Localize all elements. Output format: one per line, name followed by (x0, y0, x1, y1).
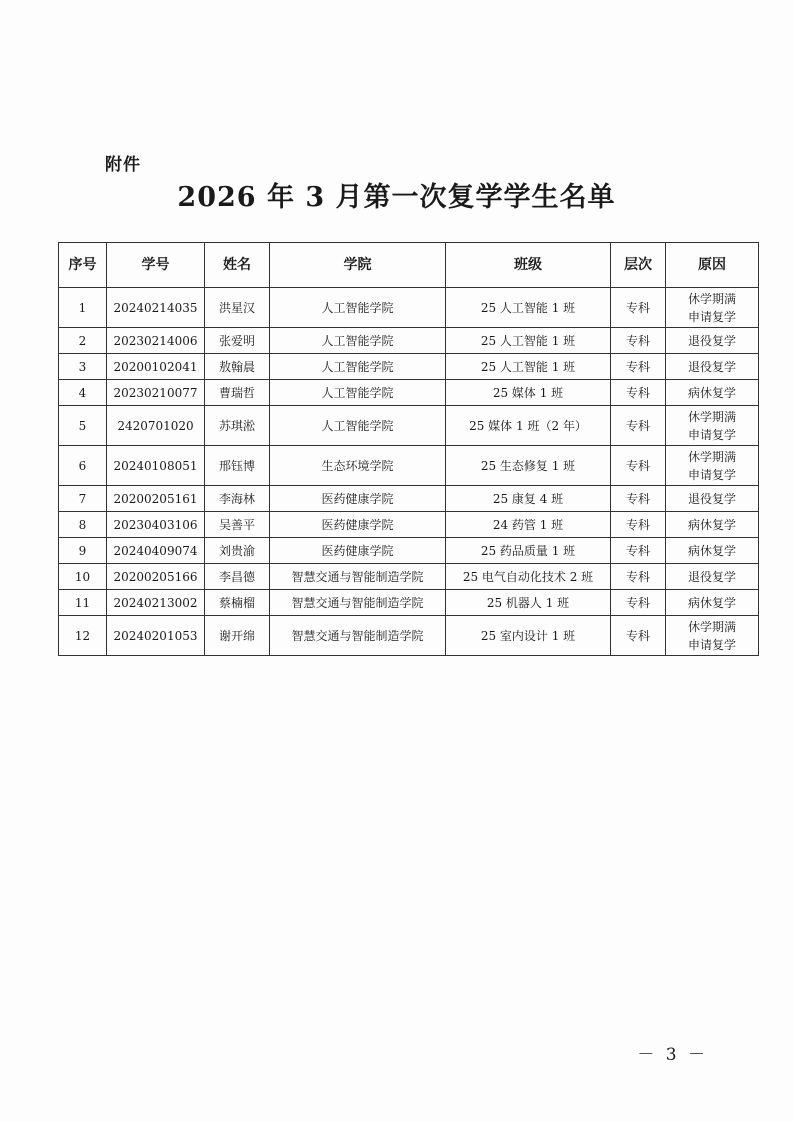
class-cell: 25 人工智能 1 班 (446, 288, 611, 328)
table-row (59, 512, 759, 538)
reason-cell (666, 486, 759, 512)
level-cell: 专科 (611, 354, 666, 380)
reason-line: 休学期满 (687, 291, 736, 306)
class-cell: 24 药管 1 班 (446, 512, 611, 538)
table-row (59, 616, 759, 656)
reason-cell (666, 354, 759, 380)
reason-cell (666, 538, 759, 564)
level-cell: 专科 (611, 564, 666, 590)
college-cell: 生态环境学院 (270, 446, 446, 486)
class-cell: 25 电气自动化技术 2 班 (446, 564, 611, 590)
student-id: 20240213002 (107, 590, 205, 616)
student-id: 20200205166 (107, 564, 205, 590)
table-row (59, 328, 759, 354)
col-header-name: 姓名 (205, 243, 270, 288)
class-cell: 25 药品质量 1 班 (446, 538, 611, 564)
page-title: 2026 年 3 月第一次复学学生名单 (177, 182, 616, 213)
student-id: 20240108051 (107, 446, 205, 486)
col-header-college: 学院 (270, 243, 446, 288)
college-cell: 人工智能学院 (270, 288, 446, 328)
college-cell: 人工智能学院 (270, 354, 446, 380)
reason-cell (666, 564, 759, 590)
class-cell: 25 媒体 1 班 (446, 380, 611, 406)
reason-line: 休学期满 (687, 449, 736, 464)
row-number: 3 (59, 354, 107, 380)
student-name: 吴善平 (205, 512, 270, 538)
reason-line: 退役复学 (687, 569, 736, 584)
level-cell: 专科 (611, 538, 666, 564)
reason-line: 病休复学 (687, 517, 736, 532)
col-header-no: 序号 (59, 243, 107, 288)
col-header-class: 班级 (446, 243, 611, 288)
class-cell: 25 机器人 1 班 (446, 590, 611, 616)
college-cell: 人工智能学院 (270, 328, 446, 354)
student-id: 20200102041 (107, 354, 205, 380)
college-cell: 人工智能学院 (270, 406, 446, 446)
reason-cell (666, 446, 759, 486)
table-row (59, 564, 759, 590)
student-roster-table (58, 242, 759, 656)
college-cell: 医药健康学院 (270, 512, 446, 538)
row-number: 5 (59, 406, 107, 446)
student-id: 20200205161 (107, 486, 205, 512)
level-cell: 专科 (611, 486, 666, 512)
student-name: 邢钰博 (205, 446, 270, 486)
row-number: 2 (59, 328, 107, 354)
col-header-reason: 原因 (666, 243, 759, 288)
college-cell: 人工智能学院 (270, 380, 446, 406)
col-header-level: 层次 (611, 243, 666, 288)
table-row (59, 590, 759, 616)
class-cell: 25 室内设计 1 班 (446, 616, 611, 656)
row-number: 7 (59, 486, 107, 512)
table-row (59, 538, 759, 564)
college-cell: 医药健康学院 (270, 538, 446, 564)
class-cell: 25 生态修复 1 班 (446, 446, 611, 486)
student-id: 2420701020 (107, 406, 205, 446)
student-name: 曹瑞哲 (205, 380, 270, 406)
reason-line: 退役复学 (687, 491, 736, 506)
page-number: － 3 － (637, 1045, 708, 1065)
row-number: 6 (59, 446, 107, 486)
student-name: 李昌德 (205, 564, 270, 590)
student-id: 20230214006 (107, 328, 205, 354)
reason-line: 申请复学 (687, 427, 736, 442)
student-id: 20230210077 (107, 380, 205, 406)
reason-line: 休学期满 (687, 619, 736, 634)
student-name: 洪星汉 (205, 288, 270, 328)
class-cell: 25 人工智能 1 班 (446, 354, 611, 380)
level-cell: 专科 (611, 446, 666, 486)
reason-cell (666, 288, 759, 328)
student-id: 20240201053 (107, 616, 205, 656)
row-number: 9 (59, 538, 107, 564)
row-number: 8 (59, 512, 107, 538)
row-number: 10 (59, 564, 107, 590)
reason-cell (666, 616, 759, 656)
college-cell: 医药健康学院 (270, 486, 446, 512)
student-name: 张爱明 (205, 328, 270, 354)
student-name: 敖翰晨 (205, 354, 270, 380)
table-row (59, 380, 759, 406)
level-cell: 专科 (611, 328, 666, 354)
level-cell: 专科 (611, 288, 666, 328)
table-row (59, 354, 759, 380)
college-cell: 智慧交通与智能制造学院 (270, 564, 446, 590)
student-name: 谢开绵 (205, 616, 270, 656)
row-number: 11 (59, 590, 107, 616)
table-row (59, 406, 759, 446)
class-cell: 25 人工智能 1 班 (446, 328, 611, 354)
reason-line: 申请复学 (687, 637, 736, 652)
reason-line: 休学期满 (687, 409, 736, 424)
reason-line: 病休复学 (687, 595, 736, 610)
college-cell: 智慧交通与智能制造学院 (270, 590, 446, 616)
row-number: 12 (59, 616, 107, 656)
table-row (59, 288, 759, 328)
table-row (59, 446, 759, 486)
reason-line: 退役复学 (687, 359, 736, 374)
student-id: 20240214035 (107, 288, 205, 328)
class-cell: 25 康复 4 班 (446, 486, 611, 512)
level-cell: 专科 (611, 380, 666, 406)
reason-cell (666, 512, 759, 538)
table-row (59, 486, 759, 512)
reason-cell (666, 590, 759, 616)
row-number: 1 (59, 288, 107, 328)
level-cell: 专科 (611, 616, 666, 656)
reason-cell (666, 406, 759, 446)
attachment-label: 附件 (105, 155, 141, 175)
college-cell: 智慧交通与智能制造学院 (270, 616, 446, 656)
reason-line: 退役复学 (687, 333, 736, 348)
student-id: 20230403106 (107, 512, 205, 538)
student-name: 李海林 (205, 486, 270, 512)
level-cell: 专科 (611, 512, 666, 538)
student-name: 刘贵渝 (205, 538, 270, 564)
reason-cell (666, 380, 759, 406)
reason-line: 申请复学 (687, 467, 736, 482)
col-header-student-id: 学号 (107, 243, 205, 288)
reason-line: 病休复学 (687, 543, 736, 558)
student-name: 蔡楠榴 (205, 590, 270, 616)
level-cell: 专科 (611, 406, 666, 446)
table-body (59, 288, 759, 656)
level-cell: 专科 (611, 590, 666, 616)
student-id: 20240409074 (107, 538, 205, 564)
reason-line: 病休复学 (687, 385, 736, 400)
class-cell: 25 媒体 1 班（2 年） (446, 406, 611, 446)
row-number: 4 (59, 380, 107, 406)
reason-cell (666, 328, 759, 354)
table-header-row (59, 243, 759, 288)
student-name: 苏琪淞 (205, 406, 270, 446)
reason-line: 申请复学 (687, 309, 736, 324)
